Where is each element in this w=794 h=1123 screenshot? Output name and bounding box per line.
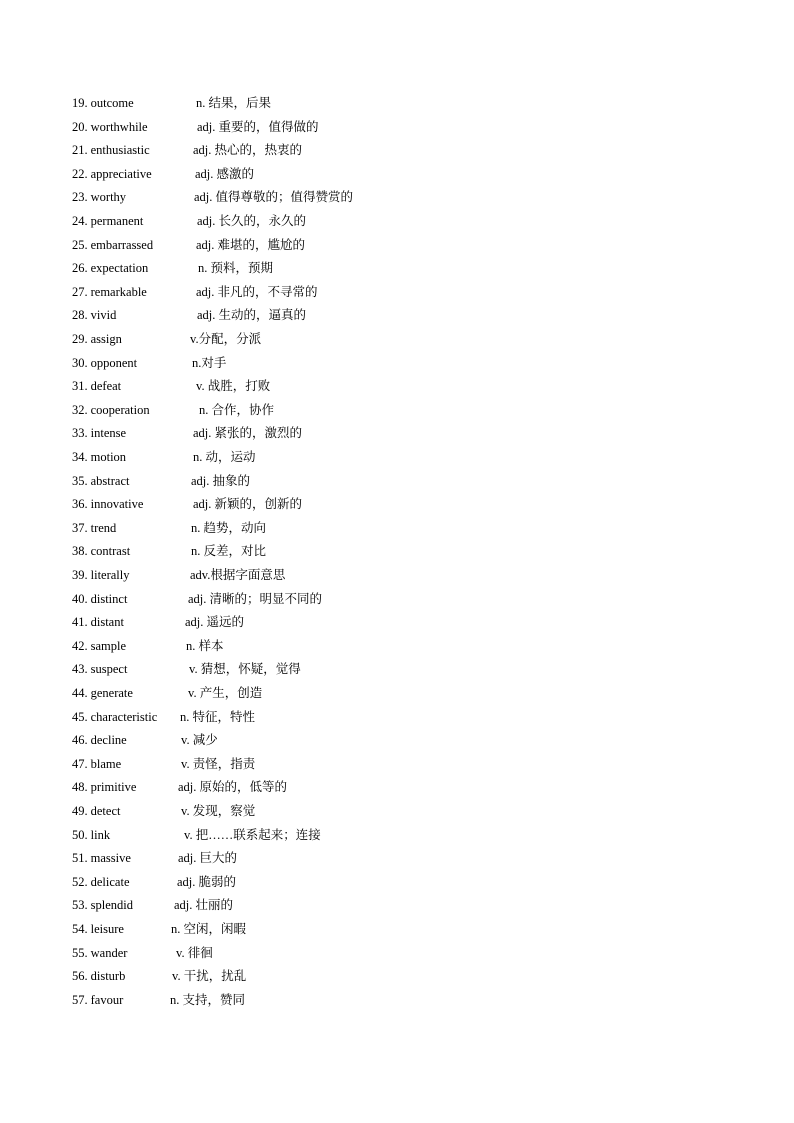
entry-number: 22. [72,166,88,181]
entry-definition: n. 特征，特性 [180,709,256,724]
entry-number: 26. [72,261,88,276]
entry-term: trend [90,520,117,535]
entry-number: 45. [72,709,88,724]
entry-word [72,564,130,587]
entry-definition: n. 动，运动 [193,450,256,464]
entry-number: 20. [72,119,88,134]
entry-term: enthusiastic [90,143,150,158]
entry-definition: adj. 热心的，热衷的 [193,143,303,158]
entry-number: 48. [72,780,88,795]
entry-number: 55. [72,945,88,960]
entry-term: link [90,827,111,842]
entry-term: favour [90,992,124,1007]
entry-number: 56. [72,969,88,984]
entry-number: 21. [72,143,88,158]
entry-definition: adj. 生动的，逼真的 [197,308,307,323]
entry-number: 19. [72,96,88,110]
entry-term: splendid [90,898,133,913]
entry-number: 57. [72,992,88,1007]
entry-number: 27. [72,284,88,299]
entry-definition: n. 样本 [186,638,224,653]
entry-word [72,446,126,469]
entry-term: opponent [90,355,138,370]
entry-word [72,989,123,1012]
entry-word [72,470,130,493]
entry-number: 52. [72,874,88,889]
entry-term: defeat [90,379,122,394]
entry-number: 31. [72,379,88,394]
entry-word [72,942,127,965]
entry-definition: n. 趋势，动向 [191,520,267,535]
entry-word [72,281,147,304]
entry-number: 23. [72,190,88,205]
entry-term: innovative [90,497,144,512]
entry-definition: adj. 非凡的，不寻常的 [196,284,318,299]
entry-word [72,328,122,351]
entry-term: disturb [90,969,126,984]
entry-term: vivid [90,308,117,323]
entry-number: 49. [72,804,88,818]
entry-definition: n. 空闲，闲暇 [171,922,247,936]
entry-word [72,116,148,139]
entry-term: intense [90,426,127,441]
entry-term: characteristic [90,709,158,724]
entry-word [72,92,134,115]
entry-term: outcome [90,96,134,110]
entry-number: 25. [72,237,88,252]
entry-term: decline [90,733,127,748]
entry-word [72,706,157,729]
entry-number: 36. [72,497,88,512]
entry-number: 33. [72,426,88,441]
entry-word [72,918,124,941]
entry-definition: v.分配，分派 [190,332,262,346]
entry-definition: n. 合作，协作 [199,402,275,417]
entry-term: appreciative [90,166,152,181]
entry-term: leisure [90,922,124,936]
entry-word [72,304,116,327]
entry-definition: adj. 难堪的，尴尬的 [196,237,306,252]
entry-term: delicate [90,874,130,889]
entry-word [72,493,143,516]
entry-definition: adj. 壮丽的 [174,898,234,913]
entry-number: 54. [72,922,88,936]
entry-word [72,257,148,280]
entry-number: 40. [72,591,88,606]
entry-number: 41. [72,615,88,630]
entry-term: sample [90,638,127,653]
entry-number: 32. [72,402,88,417]
entry-definition: adj. 遥远的 [185,615,245,630]
entry-word [72,965,125,988]
entry-definition: adv.根据字面意思 [190,568,286,582]
entry-term: primitive [90,780,137,795]
entry-number: 34. [72,450,88,464]
entry-definition: adj. 值得尊敬的；值得赞赏的 [194,190,354,205]
entry-term: remarkable [90,284,147,299]
entry-term: wander [90,945,128,960]
entry-definition: v. 干扰，扰乱 [172,969,247,984]
entry-term: assign [90,332,122,346]
entry-word [72,186,126,209]
entry-definition: adj. 新颖的，创新的 [193,497,303,512]
entry-word [72,588,127,611]
entry-term: detect [90,804,121,818]
entry-definition: n. 预料，预期 [198,261,274,276]
entry-number: 53. [72,898,88,913]
entry-term: cooperation [90,402,150,417]
entry-word [72,399,150,422]
entry-definition: adj. 原始的，低等的 [178,780,288,795]
entry-number: 24. [72,214,88,228]
entry-number: 37. [72,520,88,535]
entry-word [72,517,116,540]
entry-word [72,658,127,681]
entry-definition: n. 结果，后果 [196,96,272,110]
entry-number: 46. [72,733,88,748]
entry-term: suspect [90,662,128,677]
entry-word [72,871,130,894]
entry-number: 39. [72,568,88,582]
entry-definition: v. 徘徊 [176,945,213,960]
entry-word [72,611,124,634]
entry-definition: adj. 紧张的，激烈的 [193,426,303,441]
entry-term: permanent [90,214,144,228]
entry-word [72,776,136,799]
entry-word [72,422,126,445]
entry-number: 35. [72,473,88,488]
entry-word [72,729,127,752]
entry-word [72,163,152,186]
entry-definition: adj. 感激的 [195,166,255,181]
entry-definition: v. 战胜，打败 [196,379,271,394]
entry-term: embarrassed [90,237,154,252]
entry-term: worthy [90,190,127,205]
entry-definition: v. 减少 [181,733,218,748]
entry-term: distinct [90,591,128,606]
entry-word [72,894,133,917]
entry-term: distant [90,615,124,630]
entry-word [72,139,150,162]
entry-definition: adj. 长久的，永久的 [197,214,307,228]
entry-word [72,800,120,823]
entry-word [72,635,126,658]
entry-number: 38. [72,544,88,559]
entry-definition: adj. 抽象的 [191,473,251,488]
entry-term: literally [90,568,130,582]
entry-word [72,753,121,776]
entry-term: blame [90,756,122,771]
entry-term: worthwhile [90,119,148,134]
entry-number: 50. [72,827,88,842]
entry-definition: n. 支持，赞同 [170,992,246,1007]
entry-definition: adj. 清晰的；明显不同的 [188,591,323,606]
entry-definition: adj. 重要的，值得做的 [197,119,319,134]
entry-word [72,375,121,398]
entry-word [72,352,137,375]
entry-definition: v. 产生，创造 [188,686,263,700]
entry-number: 44. [72,686,88,700]
entry-term: expectation [90,261,149,276]
entry-definition: n. 反差，对比 [191,544,267,559]
entry-word [72,210,143,233]
entry-definition: adj. 脆弱的 [177,874,237,889]
entry-number: 28. [72,308,88,323]
entry-number: 51. [72,851,88,866]
entry-definition: v. 把……联系起来；连接 [184,827,321,842]
entry-term: massive [90,851,131,866]
entry-number: 29. [72,332,88,346]
entry-definition: n.对手 [192,355,227,370]
entry-word [72,847,131,870]
entry-term: motion [90,450,127,464]
entry-number: 43. [72,662,88,677]
entry-word [72,234,153,257]
entry-number: 30. [72,355,88,370]
entry-definition: adj. 巨大的 [178,851,238,866]
entry-term: contrast [90,544,131,559]
entry-word [72,540,130,563]
entry-definition: v. 发现，察觉 [181,804,256,818]
entry-term: generate [90,686,133,700]
entry-term: abstract [90,473,130,488]
entry-word [72,824,110,847]
entry-word [72,682,133,705]
entry-number: 47. [72,756,88,771]
entry-definition: v. 责怪，指责 [181,756,256,771]
entry-number: 42. [72,638,88,653]
entry-definition: v. 猜想，怀疑，觉得 [189,662,301,677]
